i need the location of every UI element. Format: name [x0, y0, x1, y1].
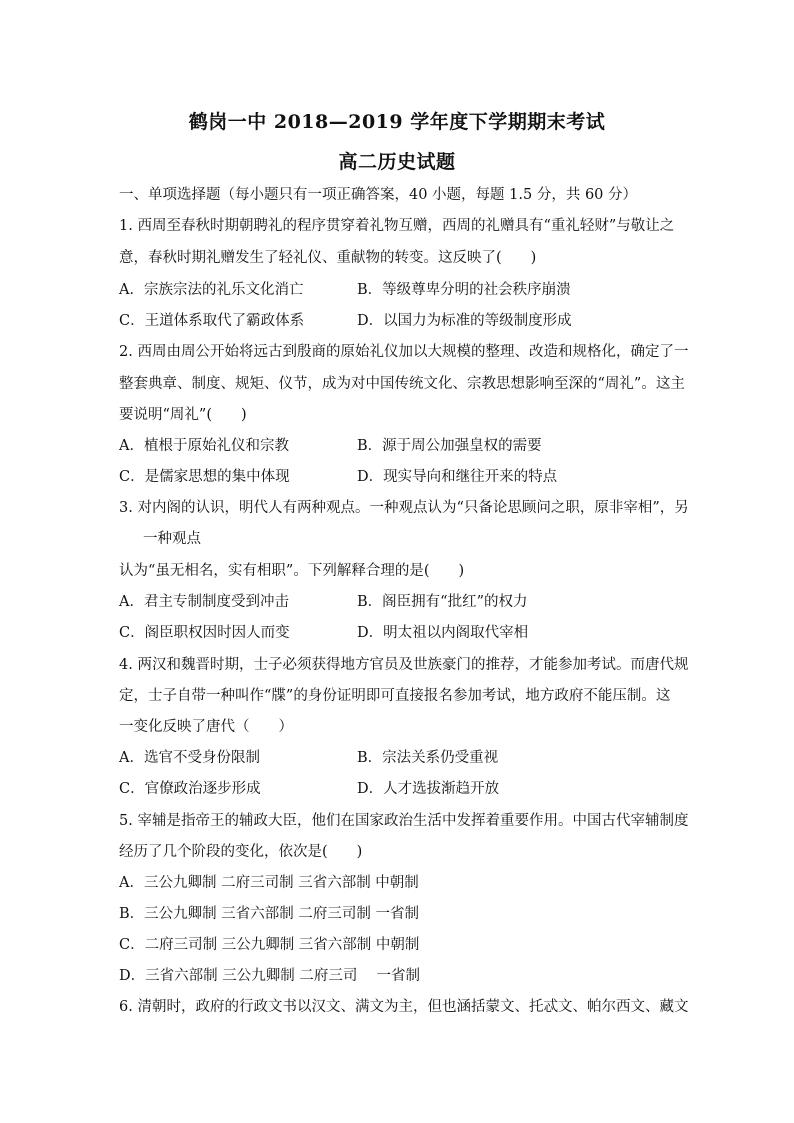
exam-title: 鹤岗一中 2018—2019 学年度下学期期末考试 [188, 111, 606, 133]
q3-option-c: C．阁臣职权因时因人而变 [119, 625, 290, 641]
q4-option-a: A．选官不受身份限制 [119, 750, 260, 766]
q5-stem-line-1: 5. 宰辅是指帝王的辅政大臣，他们在国家政治生活中发挥着重要作用。中国古代宰辅制度 [119, 813, 689, 829]
q2-option-b: B．源于周公加强皇权的需要 [357, 438, 542, 454]
q3-option-a: A．君主专制制度受到冲击 [119, 594, 289, 610]
q1-stem-line-1: 1. 西周至春秋时期朝聘礼的程序贯穿着礼物互赠，西周的礼赠具有“重礼轻财”与敬让之 [119, 218, 675, 234]
exam-subtitle: 高二历史试题 [338, 151, 456, 173]
q2-option-a: A．植根于原始礼仪和宗教 [119, 438, 289, 454]
q3-option-b: B．阁臣拥有“批红”的权力 [357, 594, 528, 610]
q1-option-d: D．以国力为标准的等级制度形成 [357, 313, 572, 329]
q1-stem-line-2: 意，春秋时期礼赠发生了轻礼仪、重献物的转变。这反映了( ) [119, 250, 537, 266]
q2-stem-line-3: 要说明“周礼”( ) [119, 407, 247, 423]
q6-stem-line-1: 6. 清朝时，政府的行政文书以汉文、满文为主，但也涵括蒙文、托忒文、帕尔西文、藏文 [119, 999, 689, 1015]
q1-option-a: A．宗族宗法的礼乐文化消亡 [119, 282, 304, 298]
q5-option-d: D．三省六部制 三公九卿制 二府三司 一省制 [119, 968, 420, 984]
q2-option-c: C．是儒家思想的集中体现 [119, 469, 290, 485]
q2-stem-line-1: 2. 西周由周公开始将远古到殷商的原始礼仪加以大规模的整理、改造和规格化，确定了一 [119, 344, 689, 360]
section-heading: 一、单项选择题（每小题只有一项正确答案，40 小题，每题 1.5 分，共 60 分） [119, 187, 638, 203]
q2-stem-line-2: 整套典章、制度、规矩、仪节，成为对中国传统文化、宗教思想影响至深的“周礼”。这主 [119, 376, 685, 392]
q4-stem-line-3: 一变化反映了唐代（ ） [119, 719, 293, 735]
q5-stem-line-2: 经历了几个阶段的变化，依次是( ) [119, 844, 363, 860]
q4-stem-line-1: 4. 两汉和魏晋时期，士子必须获得地方官员及世族豪门的推荐，才能参加考试。而唐代规 [119, 657, 689, 673]
q4-stem-line-2: 定，士子自带一种叫作“牒”的身份证明即可直接报名参加考试，地方政府不能压制。这 [119, 688, 671, 704]
q4-option-b: B．宗法关系仍受重视 [357, 750, 499, 766]
q5-option-b: B．三公九卿制 三省六部制 二府三司制 一省制 [119, 906, 419, 922]
q3-stem-line-1: 3. 对内阁的认识，明代人有两种观点。一种观点认为“只备论思顾问之职，原非宰相”，另 [119, 500, 689, 516]
q5-option-c: C．二府三司制 三公九卿制 三省六部制 中朝制 [119, 937, 420, 953]
q3-stem-line-2: 一种观点 [143, 531, 201, 547]
q3-stem-line-3: 认为“虽无相名，实有相职”。下列解释合理的是( ) [119, 563, 465, 579]
q3-option-d: D．明太祖以内阁取代宰相 [357, 625, 529, 641]
q1-option-c: C．王道体系取代了霸政体系 [119, 313, 305, 329]
q5-option-a: A．三公九卿制 二府三司制 三省六部制 中朝制 [119, 875, 419, 891]
q4-option-d: D．人才选拔渐趋开放 [357, 781, 500, 797]
q1-option-b: B．等级尊卑分明的社会秩序崩溃 [357, 282, 571, 298]
q2-option-d: D．现实导向和继往开来的特点 [357, 469, 558, 485]
q4-option-c: C．官僚政治逐步形成 [119, 781, 261, 797]
